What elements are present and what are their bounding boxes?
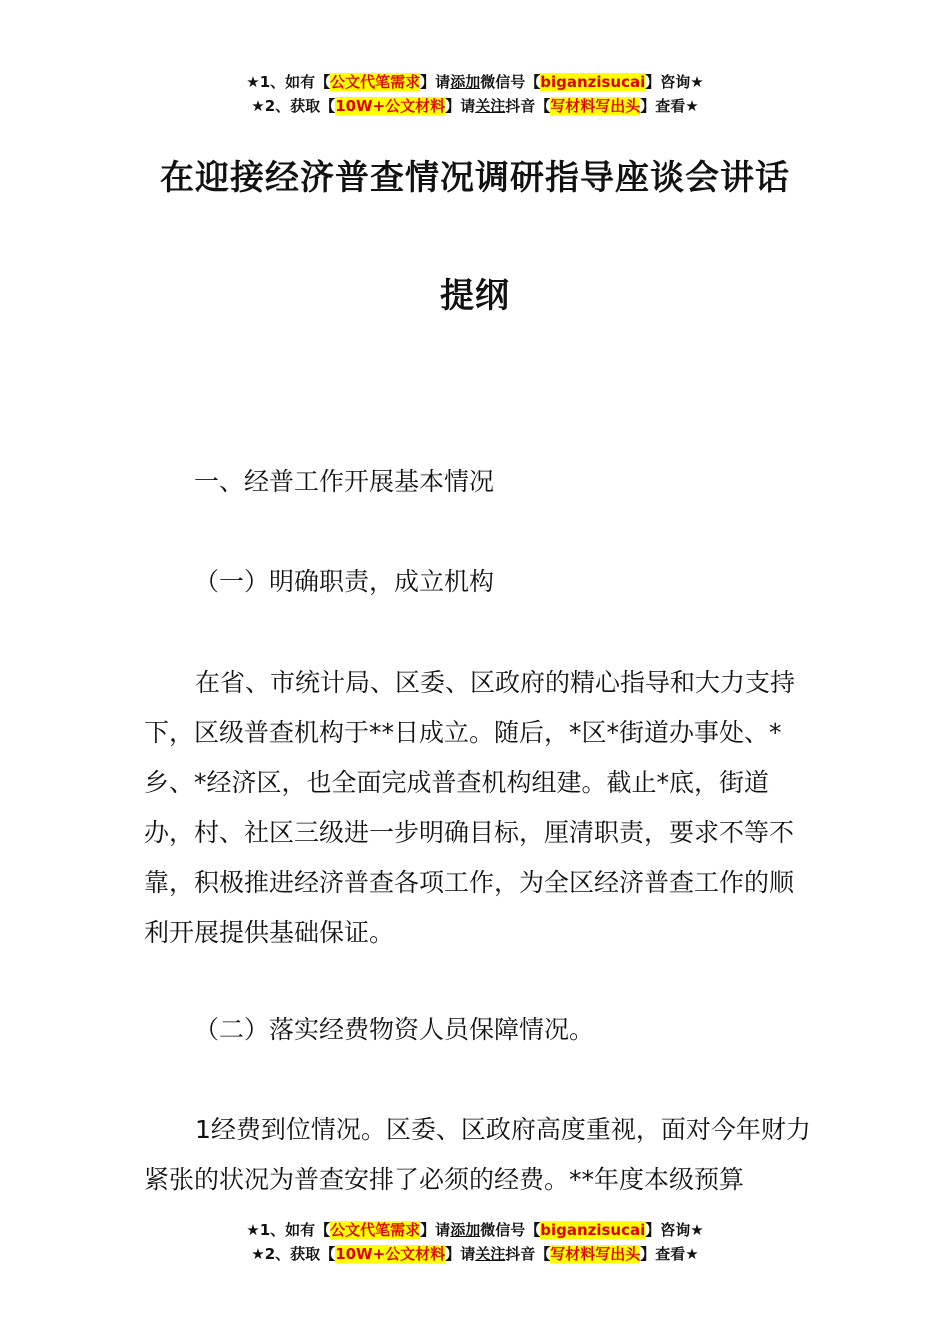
banner-underline: 添加: [450, 73, 481, 91]
banner-underline: 关注: [475, 97, 506, 115]
banner-line-2: [0, 94, 950, 118]
banner-text: ★2、获取【: [251, 97, 336, 115]
footer-banner: [0, 1218, 950, 1266]
banner-text: 抖音【: [505, 97, 551, 115]
document-title-line-1: 在迎接经济普查情况调研指导座谈会讲话: [160, 158, 790, 198]
banner-text: 】请: [445, 97, 476, 115]
banner-text: ★1、如有【: [246, 73, 331, 91]
header-banner: [0, 70, 950, 118]
banner-highlight: 公文代笔需求: [330, 1221, 421, 1239]
paragraph-2: 1经费到位情况。区委、区政府高度重视，面对今年财力紧张的状况为普查安排了必须的经费。**年度本级预算: [144, 1115, 811, 1194]
banner-highlight: 10W+公文材料: [335, 97, 446, 115]
banner-highlight: biganzisucai: [540, 73, 646, 91]
banner-underline: 添加: [450, 1221, 481, 1239]
banner-text: 】咨询★: [645, 1221, 704, 1239]
banner-text: 】请: [420, 73, 451, 91]
banner-text: 微信号【: [480, 73, 541, 91]
banner-line-1: [0, 1218, 950, 1242]
subsection-heading-2: （二）落实经费物资人员保障情况。: [194, 1015, 595, 1044]
banner-text: 】查看★: [640, 1245, 699, 1263]
banner-text: 】咨询★: [645, 73, 704, 91]
banner-highlight: 10W+公文材料: [335, 1245, 446, 1263]
banner-text: 】请: [445, 1245, 476, 1263]
banner-text: 】请: [420, 1221, 451, 1239]
banner-text: 抖音【: [505, 1245, 551, 1263]
paragraph-1: 在省、市统计局、区委、区政府的精心指导和大力支持下，区级普查机构于**日成立。随后，*区*街道办事处、*乡、*经济区，也全面完成普查机构组建。截止*底，街道办，村、社区三级进一步明确目标，厘清职责，要求不等不靠，积极推进经济普查各项工作，为全区经济普查工作的顺利开展提供基础保证。: [144, 668, 796, 947]
banner-highlight: 写材料写出头: [550, 97, 641, 115]
banner-text: ★1、如有【: [246, 1221, 331, 1239]
banner-line-2: [0, 1242, 950, 1266]
banner-text: 微信号【: [480, 1221, 541, 1239]
subsection-heading-1: （一）明确职责，成立机构: [194, 567, 495, 596]
banner-underline: 关注: [475, 1245, 506, 1263]
document-title-line-2: 提纲: [440, 276, 510, 316]
banner-text: ★2、获取【: [251, 1245, 336, 1263]
section-heading-1: 一、经普工作开展基本情况: [194, 467, 495, 496]
banner-text: 】查看★: [640, 97, 699, 115]
banner-highlight: 公文代笔需求: [330, 73, 421, 91]
banner-line-1: [0, 70, 950, 94]
banner-highlight: 写材料写出头: [550, 1245, 641, 1263]
banner-highlight: biganzisucai: [540, 1221, 646, 1239]
